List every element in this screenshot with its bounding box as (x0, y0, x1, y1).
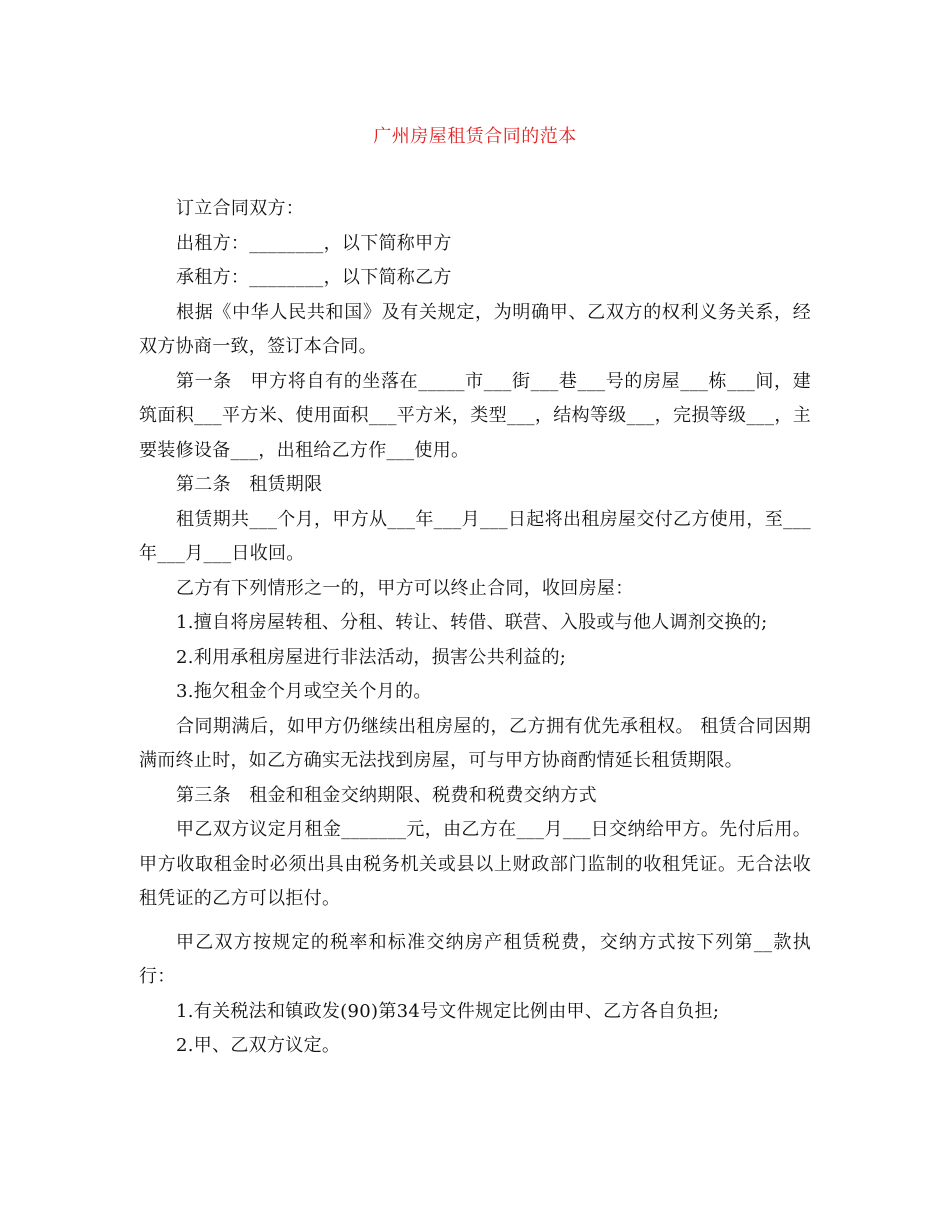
paragraph: 2.利用承租房屋进行非法活动，损害公共利益的; (176, 646, 567, 668)
paragraph: 出租方：________，以下简称甲方 (176, 232, 452, 254)
paragraph: 根据《中华人民共和国》及有关规定，为明确甲、乙双方的权利义务关系，经双方协商一致，签订本合同。 (139, 301, 811, 357)
paragraph: 甲乙双方议定月租金_______元，由乙方在___月___日交纳给甲方。先付后用。甲方收取租金时必须出具由税务机关或县以上财政部门监制的收租凭证。无合法收租凭证的乙方可以拒付。 (139, 819, 811, 909)
paragraph: 订立合同双方： (176, 198, 305, 219)
paragraph: 承租方：________，以下简称乙方 (176, 267, 452, 288)
paragraph: 3.拖欠租金个月或空关个月的。 (176, 681, 432, 702)
paragraph: 租赁期共___个月，甲方从___年___月___日起将出租房屋交付乙方使用，至___年___月___日收回。 (139, 508, 811, 564)
paragraph: 甲乙双方按规定的税率和标准交纳房产租赁税费，交纳方式按下列第__款执行： (139, 931, 811, 987)
paragraph: 乙方有下列情形之一的，甲方可以终止合同，收回房屋： (176, 577, 634, 599)
paragraph: 1.擅自将房屋转租、分租、转让、转借、联营、入股或与他人调剂交换的; (176, 612, 768, 633)
document-body (139, 192, 811, 1064)
paragraph: 第三条 租金和租金交纳期限、税费和税费交纳方式 (176, 784, 597, 806)
paragraph: 1.有关税法和镇政发(90)第34号文件规定比例由甲、乙方各自负担; (176, 1000, 720, 1022)
paragraph: 2.甲、乙双方议定。 (176, 1035, 341, 1056)
paragraph: 第二条 租赁期限 (176, 474, 323, 495)
document-title: 广州房屋租赁合同的范本 (373, 126, 577, 147)
paragraph: 第一条 甲方将自有的坐落在_____市___街___巷___号的房屋___栋___间，建筑面积___平方米、使用面积___平方米，类型___，结构等级___，完损等级___，主要装修设备___，出租给乙方作___使用。 (139, 370, 811, 461)
paragraph: 合同期满后，如甲方仍继续出租房屋的，乙方拥有优先承租权。 租赁合同因期满而终止时，如乙方确实无法找到房屋，可与甲方协商酌情延长租赁期限。 (139, 715, 811, 771)
